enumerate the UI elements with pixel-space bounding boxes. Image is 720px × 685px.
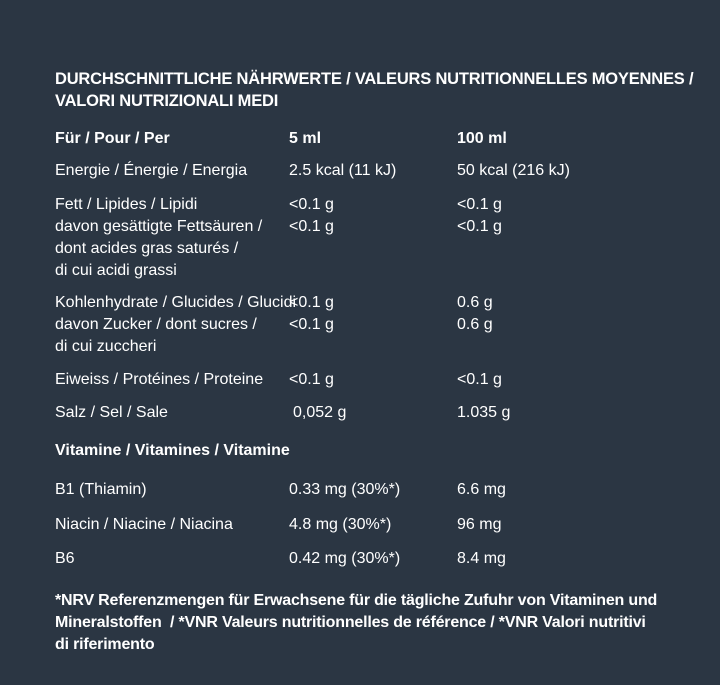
carbs-100ml: 0.6 g	[457, 294, 493, 311]
salt-100ml: 1.035 g	[457, 404, 511, 421]
b6-100ml: 8.4 mg	[457, 550, 506, 567]
carbs-5ml: <0.1 g	[289, 294, 334, 311]
sugars-label-line-2: di cui zuccheri	[55, 338, 157, 355]
header-100ml: 100 ml	[457, 130, 507, 147]
protein-label: Eiweiss / Protéines / Proteine	[55, 371, 264, 388]
title-line-1: DURCHSCHNITTLICHE NÄHRWERTE / VALEURS NUTRITIONNELLES MOYENNES /	[55, 70, 694, 88]
header-5ml: 5 ml	[289, 130, 322, 147]
title-line-2: VALORI NUTRIZIONALI MEDI	[55, 92, 279, 110]
carbs-label: Kohlenhydrate / Glucides / Glucidi	[55, 294, 297, 311]
saturated-100ml: <0.1 g	[457, 218, 502, 235]
niacin-label: Niacin / Niacine / Niacina	[55, 516, 233, 533]
sugars-5ml: <0.1 g	[289, 316, 334, 333]
saturated-label-line-1: davon gesättigte Fettsäuren /	[55, 218, 263, 235]
sugars-100ml: 0.6 g	[457, 316, 493, 333]
saturated-label	[55, 216, 262, 282]
saturated-label-line-3: di cui acidi grassi	[55, 262, 177, 279]
b1-100ml: 6.6 mg	[457, 481, 506, 498]
salt-label: Salz / Sel / Sale	[55, 404, 168, 421]
vitamins-title: Vitamine / Vitamines / Vitamine	[55, 442, 290, 459]
fat-5ml: <0.1 g	[289, 196, 334, 213]
energy-100ml: 50 kcal (216 kJ)	[457, 162, 570, 179]
salt-5ml: 0,052 g	[293, 404, 347, 421]
saturated-label-line-2: dont acides gras saturés /	[55, 240, 239, 257]
footnote-line-2: Mineralstoffen / *VNR Valeurs nutritionnelles de référence / *VNR Valori nutritivi	[55, 614, 646, 631]
energy-5ml: 2.5 kcal (11 kJ)	[289, 162, 397, 179]
fat-100ml: <0.1 g	[457, 196, 502, 213]
b1-label: B1 (Thiamin)	[55, 481, 147, 498]
b6-label: B6	[55, 550, 75, 567]
footnote-line-1: *NRV Referenzmengen für Erwachsene für die tägliche Zufuhr von Vitaminen und	[55, 592, 658, 609]
nutrition-title	[55, 68, 693, 112]
niacin-100ml: 96 mg	[457, 516, 502, 533]
b1-5ml: 0.33 mg (30%*)	[289, 481, 401, 498]
header-label: Für / Pour / Per	[55, 130, 170, 147]
niacin-5ml: 4.8 mg (30%*)	[289, 516, 392, 533]
b6-5ml: 0.42 mg (30%*)	[289, 550, 401, 567]
footnote-line-3: di riferimento	[55, 636, 155, 653]
sugars-label	[55, 314, 257, 358]
footnote	[55, 590, 657, 656]
sugars-label-line-1: davon Zucker / dont sucres /	[55, 316, 257, 333]
fat-label: Fett / Lipides / Lipidi	[55, 196, 198, 213]
saturated-5ml: <0.1 g	[289, 218, 334, 235]
protein-5ml: <0.1 g	[289, 371, 334, 388]
energy-label: Energie / Énergie / Energia	[55, 162, 248, 179]
protein-100ml: <0.1 g	[457, 371, 502, 388]
